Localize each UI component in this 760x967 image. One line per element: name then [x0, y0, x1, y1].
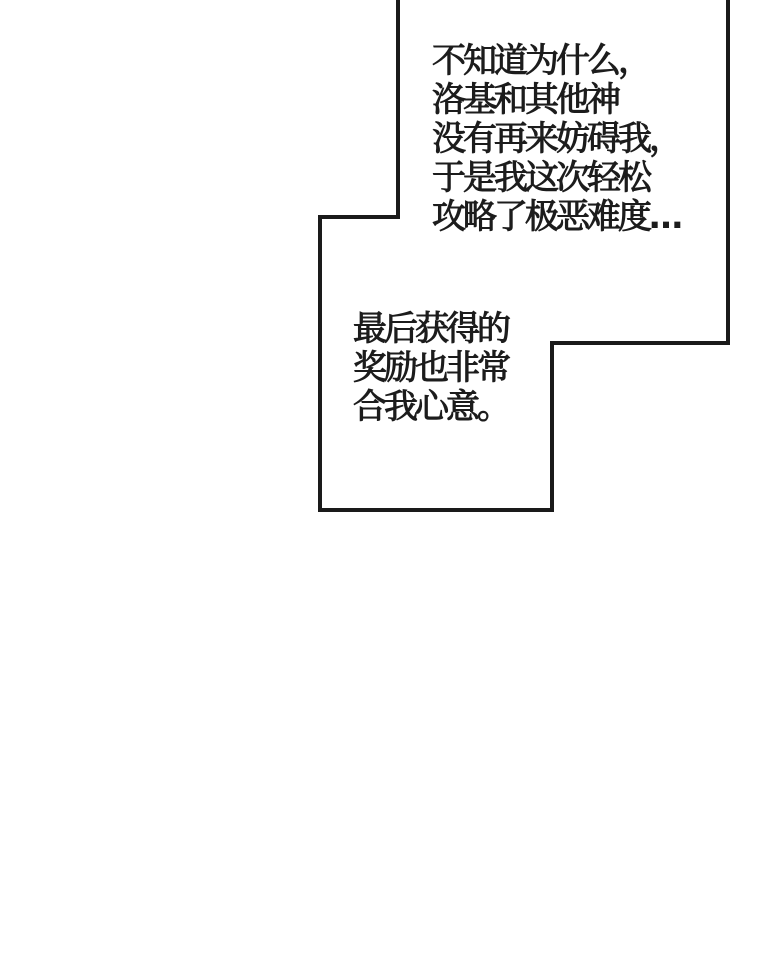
caption-line: 合我心意。: [353, 387, 508, 427]
caption-line: 洛基和其他神: [432, 80, 618, 120]
caption-line: 不知道为什么，: [432, 41, 649, 81]
caption-line: 于是我这次轻松: [432, 158, 649, 198]
caption-line: 没有再来妨碍我，: [432, 119, 680, 159]
caption-line: 奖励也非常: [353, 348, 508, 388]
caption-line: 最后获得的: [353, 309, 508, 349]
caption-text-block-1: [432, 42, 680, 237]
caption-line: 攻略了极恶难度…: [432, 197, 680, 237]
caption-text-block-2: [353, 310, 508, 427]
